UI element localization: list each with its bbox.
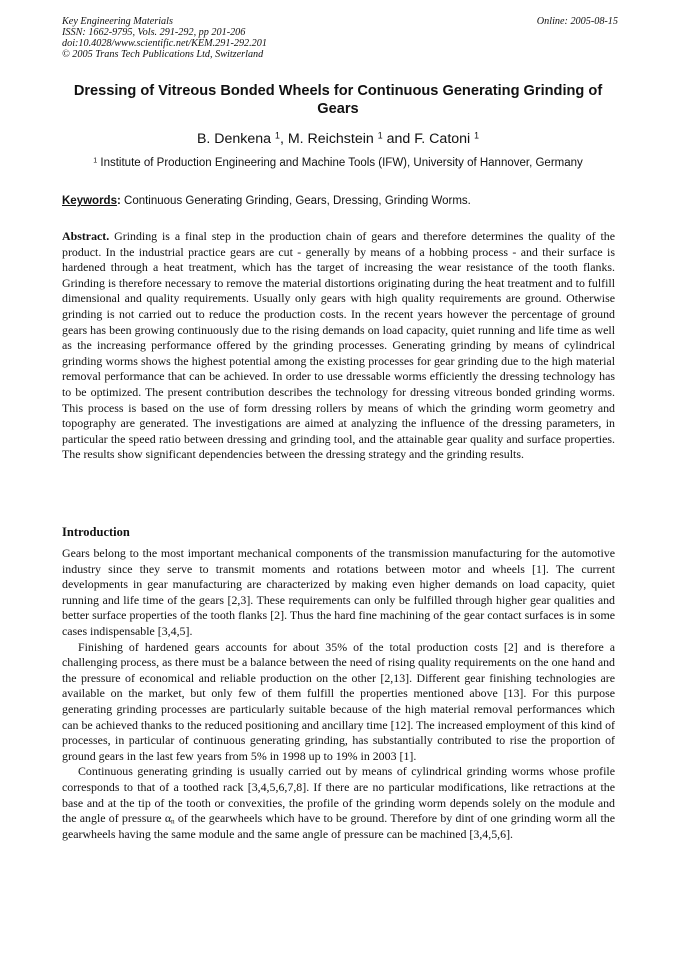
- online-date: Online: 2005-08-15: [536, 16, 618, 27]
- paragraph: Gears belong to the most important mechanical components of the transmission manufacturing for the automotive industry since they serve to transmit moments and rotations between motor and wheels [1]. The current developments in gear manufacturing are characterized by making even higher demands on load capacity, quiet running and life time of the gears [2,3]. These requirements can only be fulfilled through higher gear qualities and better surface properties of the tooth flanks [2]. Thus the hard fine machining of the gear contact surfaces is in some cases indispensable [3,4,5].: [62, 546, 615, 638]
- paragraph: Finishing of hardened gears accounts for about 35% of the total production costs [2] and is therefore a challenging process, as there must be a balance between the need of rising quality requirements on the one hand and the pressure of economical and reliable production on the other [2,13]. Different gear finishing technologies are available on the market, but only few of them fulfill the properties mentioned above [13]. For this purpose generating grinding processes are particularly suitable because of the high material removal performances which can be achieved thanks to the reduced positioning and ancillary time [12]. The increased employment of this kind of processes, in particular of continuous generating grinding, has substantially contributed to rise the proportion of ground gears in the last few years from 5% in 1998 up to 19% in 2003 [1].: [62, 639, 615, 763]
- abstract-label: Abstract.: [62, 229, 110, 243]
- paper-title: Dressing of Vitreous Bonded Wheels for Continuous Generating Grinding of Gears: [73, 83, 603, 117]
- affiliation-marker: 1: [93, 156, 98, 165]
- keywords-line: [62, 194, 618, 208]
- paragraph: [62, 764, 615, 842]
- alpha-symbol: α: [164, 811, 172, 826]
- abstract-text: Grinding is a final step in the production chain of gears and therefore determines the quality of the product. In the industrial practice gears are cut - generally by means of a hobbing process - and their surface is hardened through a heat treatment, which has the target of increasing the wear resistance of the tooth flanks. Grinding is therefore necessary to remove the material distortions originating during the heat treatment and to fulfill dimensional and quality requirements. Usually only gears with high quality requirements are ground. Otherwise grinding is not carried out to reduce the production costs. In the recent years however the percentage of ground gears has been growing continuously due to the rising demands on load capacity, quiet running and life time as well as the increasing performance offered by the grinding processes. Generating grinding by means of cylindrical grinding worms shows the highest potential among the existing processes for gear grinding due to the high material removal performance that can be achieved. In order to use dressable worms efficiently the dressing technology has to be optimized. The present contribution describes the technology for dressing vitreous bonded grinding worms. This process is based on the use of form dressing rollers by means of which the grinding worm geometry and topography are generated. The investigations are aimed at analyzing the influence of the dressing parameters, in particular the speed ratio between dressing and grinding tool, and the attainable gear quality and surface properties. The results show significant dependencies between the dressing strategy and the grinding results.: [62, 229, 615, 462]
- author-list: [62, 130, 614, 148]
- introduction-body: [62, 546, 615, 842]
- affiliation-marker: 1: [377, 130, 383, 141]
- author-separator: and: [382, 131, 415, 147]
- alpha-subscript: n: [171, 817, 175, 826]
- author-name: B. Denkena: [196, 131, 272, 147]
- journal-name: Key Engineering Materials: [62, 16, 173, 27]
- keywords-text: Continuous Generating Grinding, Gears, Dressing, Grinding Worms.: [124, 195, 471, 207]
- keywords-label: Keywords: [62, 195, 117, 207]
- issn-line: ISSN: 1662-9795, Vols. 291-292, pp 201-206: [62, 27, 246, 38]
- author-name: F. Catoni: [414, 131, 471, 147]
- paragraph-text: Continuous generating grinding is usually carried out by means of cylindrical grinding worms whose profile corresponds to that of a toothed rack [3,4,5,6,7,8]. If there are no particular modifications, like retractions at the base and at the tip of the tooth or convexities, the profile of the grinding worm depends solely on the module and the angle of pressure: [62, 764, 615, 826]
- affiliation: [62, 156, 614, 170]
- paragraph-text: of the gearwheels which have to be ground. Therefore by dint of one grinding worm all the gearwheels having the same module and the same angle of pressure can be machined [3,4,5,6].: [62, 811, 615, 841]
- keywords-colon: :: [116, 195, 121, 207]
- journal-header: [62, 16, 618, 60]
- section-heading-introduction: Introduction: [62, 525, 130, 539]
- affiliation-marker: 1: [275, 130, 280, 141]
- author-name: M. Reichstein: [287, 131, 374, 147]
- copyright-line: © 2005 Trans Tech Publications Ltd, Switzerland: [62, 49, 264, 60]
- affiliation-text: Institute of Production Engineering and Machine Tools (IFW), University of Hannover, Germany: [100, 157, 583, 169]
- doi-line: doi:10.4028/www.scientific.net/KEM.291-292.201: [62, 38, 267, 49]
- affiliation-marker: 1: [474, 130, 480, 141]
- author-separator: ,: [279, 131, 288, 147]
- abstract: [62, 229, 615, 463]
- pressure-angle-symbol: [165, 811, 175, 825]
